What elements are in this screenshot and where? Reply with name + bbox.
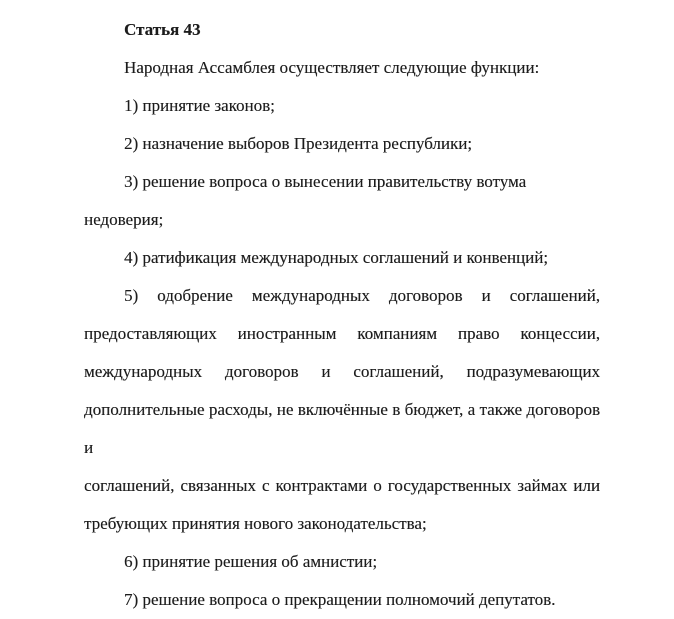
article-item-3: 3) решение вопроса о вынесении правительству вотума недоверия; [84,172,527,229]
article-item-5-line-6: требующих принятия нового законодательства; [84,514,427,533]
article-heading: Статья 43 [124,20,201,39]
article-item-5 [84,277,600,543]
article-item-5-line-3: международных договоров и соглашений, подразумевающих [84,362,600,381]
article-item-2: 2) назначение выборов Президента республики; [124,134,473,153]
article-item-6: 6) принятие решения об амнистии; [124,552,378,571]
article-item-7: 7) решение вопроса о прекращении полномочий депутатов. [124,590,556,609]
article-item-1: 1) принятие законов; [124,96,275,115]
article-item-4: 4) ратификация международных соглашений и конвенций; [124,248,549,267]
article-item-5-line-5: соглашений, связанных с контрактами о государственных займах или [84,476,600,495]
article-item-5-line-4: дополнительные расходы, не включённые в бюджет, а также договоров и [84,400,600,457]
article-item-5-line-2: предоставляющих иностранным компаниям право концессии, [84,324,600,343]
article-intro: Народная Ассамблея осуществляет следующие функции: [124,58,540,77]
article-item-5-line-1: 5) одобрение международных договоров и соглашений, [124,286,600,305]
